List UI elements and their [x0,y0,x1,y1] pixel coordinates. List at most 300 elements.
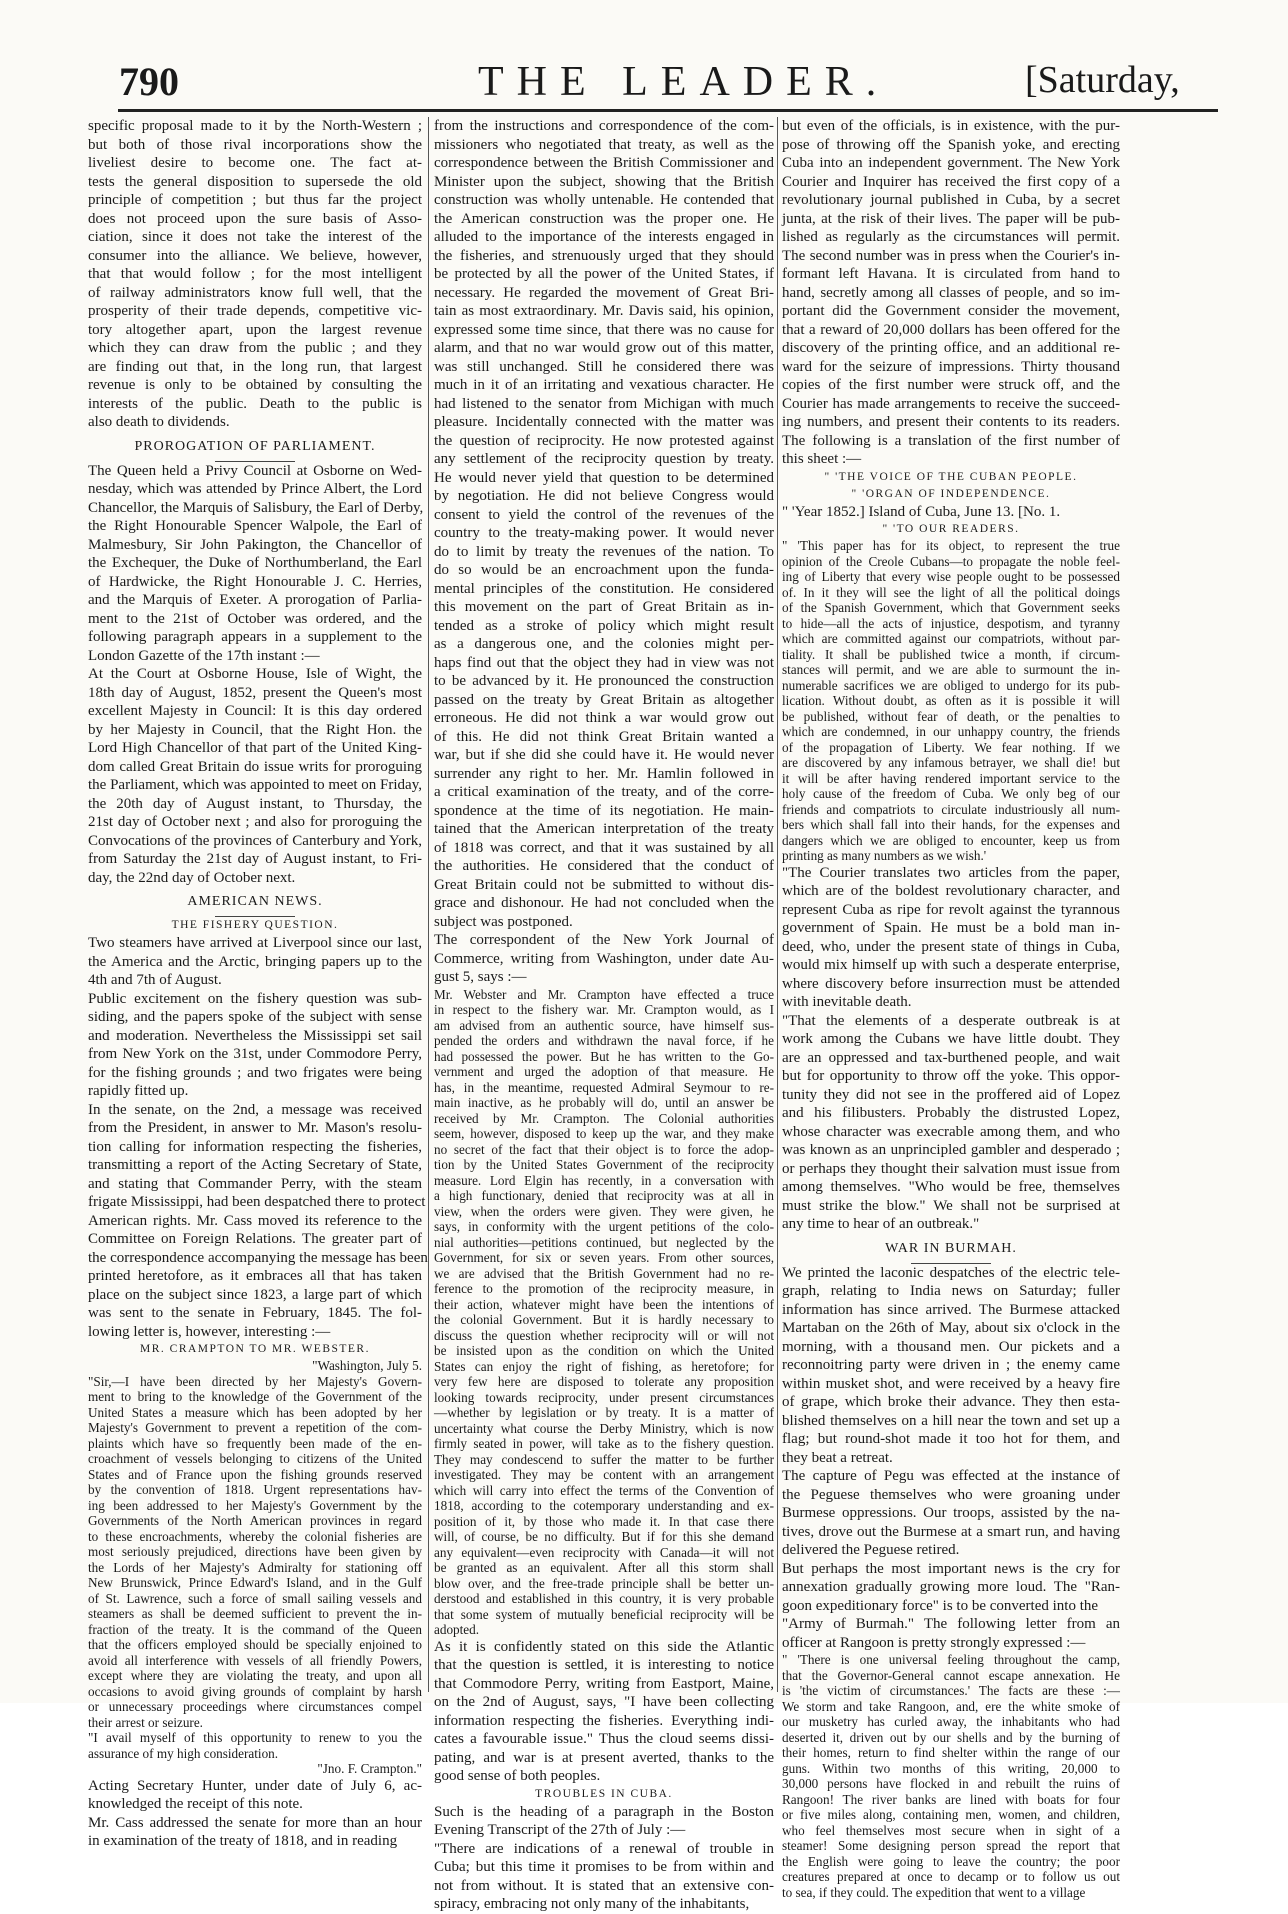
text-line: excellent Majesty in Council: It is this day ordered [88,703,422,719]
text-line: am advised from an authentic source, have himself sus- [434,1017,774,1033]
text-line: portant did the Government consider the movement, [782,303,1120,319]
text-line: by negotiation. He did not believe Congress would [434,488,774,504]
text-line: fraction of the treaty. It is the command of the Queen [88,1621,422,1637]
text-line: in respect to the fishery war. Mr. Crampton would, as I [434,1002,774,1017]
text-line: to hide—all the acts of injustice, despotism, and tyranny [782,615,1120,631]
text-line: New Brunswick, Prince Edward's Island, and in the Gulf [88,1575,422,1590]
text-line: but for opportunity to throw off the yoke. This oppor- [782,1068,1120,1084]
text-line: "That the elements of a desperate outbreak is at [782,1012,1120,1029]
article-block-c1c [88,462,422,888]
text-line: The correspondent of the New York Journal of [434,932,774,948]
text-line: steamer! Some designing person spread the report that [782,1838,1120,1853]
text-line: alarm, and that no war would grow out of this matter, [434,340,774,356]
text-line: a high functionary, denied that reciprocity was at all in [434,1188,774,1203]
text-line: They may condescend to suffer the matter to be further [434,1451,774,1467]
text-line: by her Majesty in Council, that the Right Hon. the [88,721,422,738]
text-line: correspondence between the British Commissioner and [434,155,774,171]
text-line: missioners who negotiated that treaty, as well as the [434,136,774,153]
text-line: construction was wholly untenable. He contended that [434,192,774,208]
text-line: ment to bring to the knowledge of the Government of the [88,1389,422,1404]
text-line: derstood and established in this country, it is very probable [434,1591,774,1606]
text-line: of St. Lawrence, such a force of small sailing vessels and [88,1590,422,1606]
text-line: States and of France upon the fishing grounds reserved [88,1466,422,1482]
text-line: Martaban on the 26th of May, about six o'clock in the [782,1320,1120,1336]
text-line: in examination of the treaty of 1818, and in reading [88,1833,398,1849]
text-line: which they can draw from the public ; and they [88,340,422,356]
text-line: occasions to avoid giving grounds of complaint by harsh [88,1683,422,1699]
text-line: pended the orders and withdrawn the naval force, if he [434,1033,774,1048]
text-line: " 'Year 1852.] Island of Cuba, June 13. [No. 1. [782,503,1061,520]
text-line: war, but if she did she could have it. He would never [434,747,774,763]
text-line: 30,000 persons have flocked in and rebuilt the ruins of [782,1776,1120,1791]
text-line: we are advised that the British Government had no re- [434,1265,774,1281]
text-line: revolutionary journal published in Cuba, by a secret [782,192,1120,208]
section-heading: WAR IN BURMAH. [885,1240,1017,1256]
text-line: from Saturday the 21st day of August instant, to Fri- [88,851,422,867]
text-line: flag; but round-shot made it too hot for them, and [782,1431,1120,1447]
text-line: that Commodore Perry, writing from Eastport, Maine, [434,1675,774,1692]
sub-heading: " 'TO OUR READERS. [882,523,1020,535]
text-line: country to the treaty-making power. It would never [434,525,774,541]
text-line: the Parliament, which was appointed to meet on Friday, [88,777,422,793]
text-line: uncertainty what course the Derby Ministry, which is now [434,1420,774,1436]
text-line: but even of the officials, is in existence, with the pur- [782,118,1120,134]
text-line: does not proceed upon the sure basis of Asso- [88,210,422,227]
text-line: investigated. They may be content with an arrangement [434,1467,774,1482]
text-line: knowledged the receipt of this note. [88,1796,303,1812]
text-line: the Exchequer, the Duke of Northumberland, the Earl [88,555,422,571]
text-line: tained that the American interpretation of the treaty [434,821,774,837]
text-line: of Hardwicke, the Right Honourable J. C. Herries, [88,573,422,590]
article-block-c1i [88,1777,422,1851]
text-line: Committee on Foreign Relations. The greater part of [88,1231,422,1247]
text-line: "I avail myself of this opportunity to renew to you the [88,1730,422,1745]
text-line: and his filibusters. Probably the distrusted Lopez, [782,1105,1120,1121]
text-line: this sheet :— [782,451,862,467]
text-line: necessary. He regarded the movement of Great Bri- [434,284,774,301]
text-line: the Right Honourable Spencer Walpole, the Earl of [88,518,422,534]
text-line: creatures prepared at once to decamp or to follow us out [782,1869,1120,1884]
text-line: blow over, and the free-trade principle shall be better un- [434,1575,774,1591]
text-line: dangers which we are obliged to encounter, keep us from [782,832,1120,848]
text-line: pleasure. Incidentally connected with the matter was [434,414,774,430]
text-line: specific proposal made to it by the North-Western ; [88,118,422,134]
text-line: steamers as shall be deemed sufficient to prevent the in- [88,1606,422,1621]
text-line: nial authorities—petitions continued, but neglected by the [434,1234,774,1250]
text-line: and moderation. Nevertheless the Mississippi set sail [88,1027,422,1044]
text-line: would mix himself up with such a desperate enterprise, [782,957,1120,973]
text-line: do so would be an encroachment upon the funda- [434,562,774,578]
text-line: Mr. Cass addressed the senate for more than an hour [88,1814,422,1831]
text-line: graph, relating to India news on Saturday; fuller [782,1283,1120,1299]
text-line: main inactive, as he probably will do, until an answer be [434,1095,774,1110]
text-line: from the President, in answer to Mr. Mason's resolu- [88,1120,422,1136]
text-line: ference to the promotion of the reciprocity measure, in [434,1281,774,1296]
text-line: formant left Havana. It is circulated from hand to [782,266,1120,282]
text-line: also death to dividends. [88,414,230,430]
text-line: expressed some time since, that there was no cause for [434,321,774,338]
text-line: discuss the question whether reciprocity will or will not [434,1327,774,1343]
text-line: bers which shall fall into their hands, for the expenses and [782,817,1120,832]
text-line: among themselves. "Who would be free, themselves [782,1179,1120,1195]
text-line: mental principles of the constitution. He considered [434,580,774,597]
text-line: of the propagation of Liberty. We fear nothing. If we [782,739,1120,755]
masthead [0,0,1288,112]
text-line: Courier has made arrangements to receive the succeed- [782,395,1120,412]
text-line: tiality. It shall be published twice a month, if circum- [782,646,1120,662]
article-block-c2a [434,117,774,987]
text-line: seem, however, disposed to keep up the war, and they make [434,1126,774,1141]
text-line: Lord High Chancellor of that part of the United King- [88,740,422,756]
text-line: In the senate, on the 2nd, a message was received [88,1101,422,1118]
text-line: for the fishing grounds ; and two frigates were being [88,1064,422,1081]
text-line: The capture of Pegu was effected at the instance of [782,1468,1120,1484]
text-line: Rangoon! The river banks are lined with boats for four [782,1791,1120,1807]
text-line: spiracy, embracing not only many of the inhabitants, [434,1896,750,1912]
text-line: which are of the boldest revolutionary character, and [782,883,1120,899]
text-line: from the instructions and correspondence of the com- [434,118,774,134]
sub-heading: TROUBLES IN CUBA. [535,1787,673,1800]
text-line: cates a favourable issue." Thus the cloud seems dissi- [434,1731,774,1747]
text-line: firmly seated in power, will take as to the fishery question. [434,1436,774,1451]
text-line: Commerce, writing from Washington, under date Au- [434,950,774,967]
text-line: the colonial Government. But it is hardly necessary to [434,1312,774,1327]
text-line: tion calling for information respecting the fisheries, [88,1138,422,1155]
text-line: We storm and take Rangoon, and, ere the white smoke of [782,1698,1120,1714]
text-line: discovery of the printing office, and an additional re- [782,340,1120,356]
text-line: siding, and the papers spoke of the subject with sense [88,1009,422,1025]
text-line: He would never yield that question to be determined [434,469,774,486]
text-line: says, in conformity with the urgent petitions of the colo- [434,1219,774,1234]
text-line: ing been addressed to her Majesty's Government by the [88,1497,422,1513]
text-line: to sea, if they could. The expedition that went to a village [782,1884,1086,1900]
text-line: it will be after having rendered important service to the [782,770,1120,786]
text-line: alluded to the importance of the interests engaged in [434,229,774,245]
text-line: dom called Great Britain do issue writs for proroguing [88,758,422,775]
text-line: printing as many numbers as we wish.' [782,848,987,863]
text-line: Courier and Inquirer has received the first copy of a [782,173,1120,190]
text-line: transmitting a report of the Acting Secretary of State, [88,1157,422,1173]
text-line: represent Cuba as ripe for revolt against the tyrannous [782,901,1120,918]
text-line: vernment and urged the adoption of that measure. He [434,1064,774,1079]
text-line: had listened to the senator from Michigan with much [434,395,774,412]
issue-day: [Saturday, [1025,59,1180,101]
text-line: 21st day of October next ; and also for proroguing the [88,814,422,830]
text-line: Such is the heading of a paragraph in the Boston [434,1803,774,1820]
text-line: spondence at the time of its negotiation. He main- [434,802,774,819]
text-line: Burmese oppressions. Our troops, assisted by the na- [782,1505,1120,1521]
text-line: place on the subject since 1823, a large part of which [88,1286,422,1303]
text-line: are discovered by any infamous betrayer, we shall die! but [782,755,1120,770]
text-line: view, when the orders were given. They were given, he [434,1203,774,1219]
article-block-c2c [434,1638,774,1786]
text-line: stances will permit, and we are able to surmount the in- [782,662,1120,677]
text-line: reconnoitring party were driven in ; the enemy came [782,1357,1120,1373]
text-line: who feel themselves most secure when in sight of a [782,1822,1120,1838]
text-line: information has since arrived. The Burmese attacked [782,1301,1120,1318]
text-line: and stating that Commander Perry, with the steam [88,1175,422,1192]
text-line: be protected by all the power of the United States, if [434,266,774,282]
text-line: "The Courier translates two articles from the paper, [782,864,1120,881]
text-line: consent to yield the control of the revenues of the [434,506,774,523]
text-line: prosperity of their trade depends, competitive vic- [88,303,422,319]
text-line: goon expeditionary force" is to be converted into the [782,1597,1099,1614]
text-line: day, the 22nd day of October next. [88,869,296,886]
text-line: of the Spanish Government, which that Government seeks [782,600,1120,615]
text-line: friends and compatriots to circulate industriously all num- [782,801,1120,817]
text-line: ciation, since it does not take the interest of the [88,229,422,245]
text-line: by the convention of 1818. Urgent representations hav- [88,1482,422,1497]
text-line: the 20th day of August instant, to Thursday, the [88,795,422,812]
text-line: or unnecessary proceedings where circumstances compel [88,1699,422,1714]
text-line: which are condemned, in our unhappy country, the friends [782,724,1120,739]
text-line: American rights. Mr. Cass moved its reference to the [88,1212,422,1229]
text-line: tunity they did not see in the proffered aid of Lopez [782,1086,1120,1103]
text-line: As it is confidently stated on this side the Atlantic [434,1638,774,1655]
text-line: but both of those rival incorporations show the [88,136,422,153]
text-line: deed, who, under the present state of things in Cuba, [782,938,1120,955]
text-line: within musket shot, and were received by a heavy fire [782,1375,1120,1392]
text-line: are an oppressed and tax-burthened people, and wait [782,1049,1120,1066]
article-block-c1a [88,117,422,432]
text-line: be granted as an equivalent. After all this storm shall [434,1560,774,1575]
text-line: of grape, which broke their advance. They then esta- [782,1394,1120,1410]
text-line: pating, and war is at present averted, thanks to the [434,1749,774,1766]
article-block-c1h [88,1358,422,1777]
text-line: with inevitable death. [782,994,912,1010]
text-line: gust 5, says :— [434,969,527,985]
text-line: or five miles along, containing men, women, and children, [782,1807,1120,1822]
text-line: that some system of mutually beneficial reciprocity will be [434,1606,774,1622]
text-line: "There are indications of a renewal of trouble in [434,1840,774,1857]
sub-heading: MR. CRAMPTON TO MR. WEBSTER. [140,1343,370,1355]
text-line: officer at Rangoon is pretty strongly expressed :— [782,1634,1086,1651]
text-line: —whether by legislation or by treaty. It is a matter of [434,1405,774,1420]
article-block-c3i [782,1264,1120,1653]
text-line: tory altogether apart, upon the largest revenue [88,321,422,338]
text-line: on the 2nd of August, says, "I have been collecting [434,1694,774,1710]
text-line: ing of Liberty that every wise people ought to be possessed [782,569,1120,584]
text-line: nesday, which was attended by Prince Albert, the Lord [88,481,422,497]
text-line: from New York on the 31st, under Commodore Perry, [88,1046,422,1062]
text-line: interests of the public. Death to the public is [88,395,422,412]
text-line: blished themselves on a hill near the town and set up a [782,1412,1120,1429]
text-line: Cuba into an independent government. The New York [782,155,1120,171]
text-line: adopted. [434,1622,480,1637]
article-block-c3a [782,117,1120,469]
section-heading: AMERICAN NEWS. [187,894,323,909]
text-line: work among the Cubans we have little doubt. They [782,1031,1120,1047]
text-line: pose of throwing off the Spanish yoke, and erecting [782,136,1120,153]
text-line: subject was postponed. [434,913,573,930]
text-line: Majesty's Government to prevent a repetition of the com- [88,1420,422,1435]
text-line: numerable sacrifices we are obliged to undergo for its pub- [782,677,1120,693]
text-line: the American construction was the proper one. He [434,210,774,227]
text-line: of railway administrators know full well, that the [88,284,422,301]
text-line: as a dangerous one, and the colonies might per- [434,636,774,652]
text-line: following paragraph appears in a supplement to the [88,629,422,645]
text-line: a critical examination of the treaty, and of the corre- [434,784,774,800]
sub-heading: " 'ORGAN OF INDEPENDENCE. [851,487,1051,500]
text-line: no secret of the fact that their object is to force the adop- [434,1141,774,1157]
text-line: any equivalent—even reciprocity with Canada—it will not [434,1544,774,1560]
text-line: United States a measure which has been adopted by her [88,1404,422,1420]
text-line: "Jno. F. Crampton." [317,1761,422,1776]
text-line: or perhaps they thought their salvation must issue from [782,1160,1120,1177]
text-line: the Peguese themselves who were groaning under [782,1486,1120,1503]
text-line: which will carry into effect the terms of the Convention of [434,1482,774,1498]
text-line: lication. Without doubt, as often as it is possible it will [782,693,1120,708]
text-line: junta, at the risk of their lives. The paper will be pub- [782,210,1120,227]
text-line: ward for the seizure of impressions. Thirty thousand [782,358,1120,375]
text-line: Convocations of the provinces of Canterbury and York, [88,832,422,849]
text-line: must strike the blow." We shall not be surprised at [782,1197,1120,1214]
text-line: haps find out that the object they had in view was not [434,654,774,671]
text-line: surrender any right to her. Mr. Hamlin followed in [434,765,774,782]
article-block-c3e [782,521,1120,538]
text-line: tives, drove out the Burmese at a smart run, and having [782,1523,1120,1540]
article-block-c3j [782,1652,1120,1900]
text-line: much in it of an irritating and vexatious character. He [434,377,774,393]
text-line: was still unchanged. Still he considered there was [434,358,774,375]
text-line: this movement on the part of Great Britain as in- [434,599,774,615]
article-block-c1d [88,891,422,917]
text-line: morning, with a thousand men. Our pickets and a [782,1338,1120,1355]
text-line: will, of course, be no difficulty. But if for this she demand [434,1529,774,1544]
text-line: copies of the first number were struck off, and the [782,377,1120,393]
newspaper-title: THE LEADER. [478,59,890,105]
text-line: annexation gradually growing more loud. The "Ran- [782,1579,1120,1595]
text-line: frigate Mississippi, had been despatched there to protect [88,1194,426,1210]
text-line: guns. Within two months of this writing, 20,000 to [782,1760,1120,1776]
text-line: any time to hear of an outbreak." [782,1216,980,1232]
text-line: " 'This paper has for its object, to represent the true [782,538,1120,553]
text-line: except where they are violating the treaty, and upon all [88,1668,422,1683]
text-line: do to limit by treaty the revenues of the nation. To [434,543,774,560]
text-line: opinion of the Creole Cubans—to propagate the noble feel- [782,553,1120,569]
text-line: of. In it they will see the light of all the political doings [782,584,1120,600]
text-line: Great Britain could not be submitted to without dis- [434,876,774,893]
text-line: the authorities. He considered that the conduct of [434,858,774,874]
text-line: most seriously prejudiced, directions have been given by [88,1544,422,1559]
text-line: The following is a translation of the first number of [782,432,1120,449]
text-line: the America and the Arctic, bringing papers up to the [88,953,422,970]
text-line: that the officers employed should be specially enjoined to [88,1637,422,1652]
text-line: lowing letter is, however, interesting :— [88,1323,331,1340]
article-block-c1b [88,436,422,462]
text-line: plaints which have so frequently been made of the en- [88,1435,422,1451]
text-line: avoid all interference with vessels of all friendly Powers, [88,1652,422,1668]
text-line: The Queen held a Privy Council at Osborne on Wed- [88,462,422,479]
text-line: of this. He did not think Great Britain wanted a [434,728,774,745]
text-line: "Washington, July 5. [312,1358,422,1373]
text-line: Government, for six or seven years. From other sources, [434,1250,774,1265]
text-line: was sent to the senate in February, 1845. The fol- [88,1305,422,1321]
sub-heading: " 'THE VOICE OF THE CUBAN PEOPLE. [824,470,1078,483]
text-line: But perhaps the most important news is the cry for [782,1560,1120,1577]
text-line: ment to the 21st of October was ordered, and the [88,610,422,627]
column-divider [777,117,778,1692]
text-line: measure. Lord Elgin has recently, in a conversation with [434,1172,774,1188]
text-line: ing numbers, and present their contents to its readers. [782,414,1120,430]
text-line: tion by the United States Government of the reciprocity [434,1157,774,1172]
text-line: Public excitement on the fishery question was sub- [88,990,422,1007]
text-line: Minister upon the subject, showing that the British [434,173,774,190]
text-line: holy cause of the freedom of Cuba. We only beg of our [782,786,1120,801]
text-line: was known as an unprincipled gambler and desperado ; [782,1142,1120,1158]
text-line: tain as most extraordinary. Mr. Davis said, his opinion, [434,303,774,319]
text-line: Mr. Webster and Mr. Crampton have effected a truce [434,986,774,1002]
text-line: tended as a stroke of policy which might result [434,617,774,634]
text-line: Governments of the North American provinces in regard [88,1513,422,1528]
text-line: Cuba; but this time it promises to be from within and [434,1859,774,1875]
masthead-rule [118,109,1218,112]
text-line: erroneous. He did not think a war would grow out [434,710,774,726]
text-line: Malmesbury, Sir John Pakington, the Chancellor of [88,536,422,553]
article-block-c3g [782,864,1120,1234]
text-line: of 1818 was correct, and that it was sustained by all [434,839,774,856]
column-1 [88,117,428,1851]
text-line: the correspondence accompanying the message has been [88,1249,428,1266]
text-line: has, in the meantime, requested Admiral Seymour to re- [434,1079,774,1095]
text-line: their arrest or seizure. [88,1714,203,1730]
text-line: hand, secretly among all classes of people, and so im- [782,284,1120,301]
article-block-c3h [782,1238,1120,1264]
text-line: At the Court at Osborne House, Isle of Wight, the [88,666,422,682]
text-line: whose character was execrable among them, and who [782,1123,1120,1140]
text-line: Two steamers have arrived at Liverpool since our last, [88,935,422,951]
text-line: received by Mr. Crampton. The Colonial authorities [434,1110,774,1126]
text-line: position of it, by those who made it. In that case there [434,1513,774,1529]
article-block-c3d [782,503,1120,522]
text-line: printed heretofore, as it embraces all that has taken [88,1268,422,1284]
text-line: the fisheries, and strenuously urged that they should [434,247,774,264]
text-line: their homes, return to find shelter within the range of our [782,1745,1120,1760]
text-line: 1818, according to the cotemporary understanding and ex- [434,1498,774,1513]
text-line: passed on the treaty by Great Britain as altogether [434,691,774,708]
text-line: they beat a retreat. [782,1449,893,1466]
text-line: the question of reciprocity. He now protested against [434,432,774,449]
text-line: 18th day of August, 1852, present the Queen's most [88,684,422,701]
text-line: good sense of both peoples. [434,1768,601,1784]
text-line: "Army of Burmah." The following letter from an [782,1616,1120,1632]
text-line: assurance of my high consideration. [88,1745,279,1761]
text-line: principle of competition ; but thus far the project [88,192,422,208]
article-block-c3b [782,469,1120,486]
text-line: deserted it, driven out by our shells and by the burning of [782,1729,1120,1745]
text-line: and the Marquis of Exeter. A prorogation of Parlia- [88,592,422,608]
page-number: 790 [119,59,179,104]
column-divider [428,117,429,1692]
text-line: the Lords of her Majesty's Admiralty for stationing off [88,1559,422,1575]
article-block-c3c [782,486,1120,503]
text-line: London Gazette of the 17th instant :— [88,647,320,664]
text-line: croachment of vessels belonging to citizens of the United [88,1451,422,1466]
article-block-c2e [434,1803,774,1914]
text-line: Chancellor, the Marquis of Salisbury, the Earl of Derby, [88,499,424,516]
text-line: that that would follow ; for the most intelligent [88,266,422,282]
text-line: "Sir,—I have been directed by her Majesty's Govern- [88,1373,422,1389]
text-line: " 'There is one universal feeling throughout the camp, [782,1652,1120,1667]
text-line: that the Governor-General cannot escape annexation. He [782,1667,1120,1683]
text-line: their action, whatever might have been the intentions of [434,1296,774,1312]
column-2 [434,117,774,1914]
text-line: rapidly fitted up. [88,1083,189,1099]
article-block-c2d [434,1786,774,1803]
text-line: consumer into the alliance. We believe, however, [88,247,422,264]
text-line: had possessed the power. But he has written to the Go- [434,1048,774,1064]
text-line: delivered the Peguese retired. [782,1542,960,1558]
